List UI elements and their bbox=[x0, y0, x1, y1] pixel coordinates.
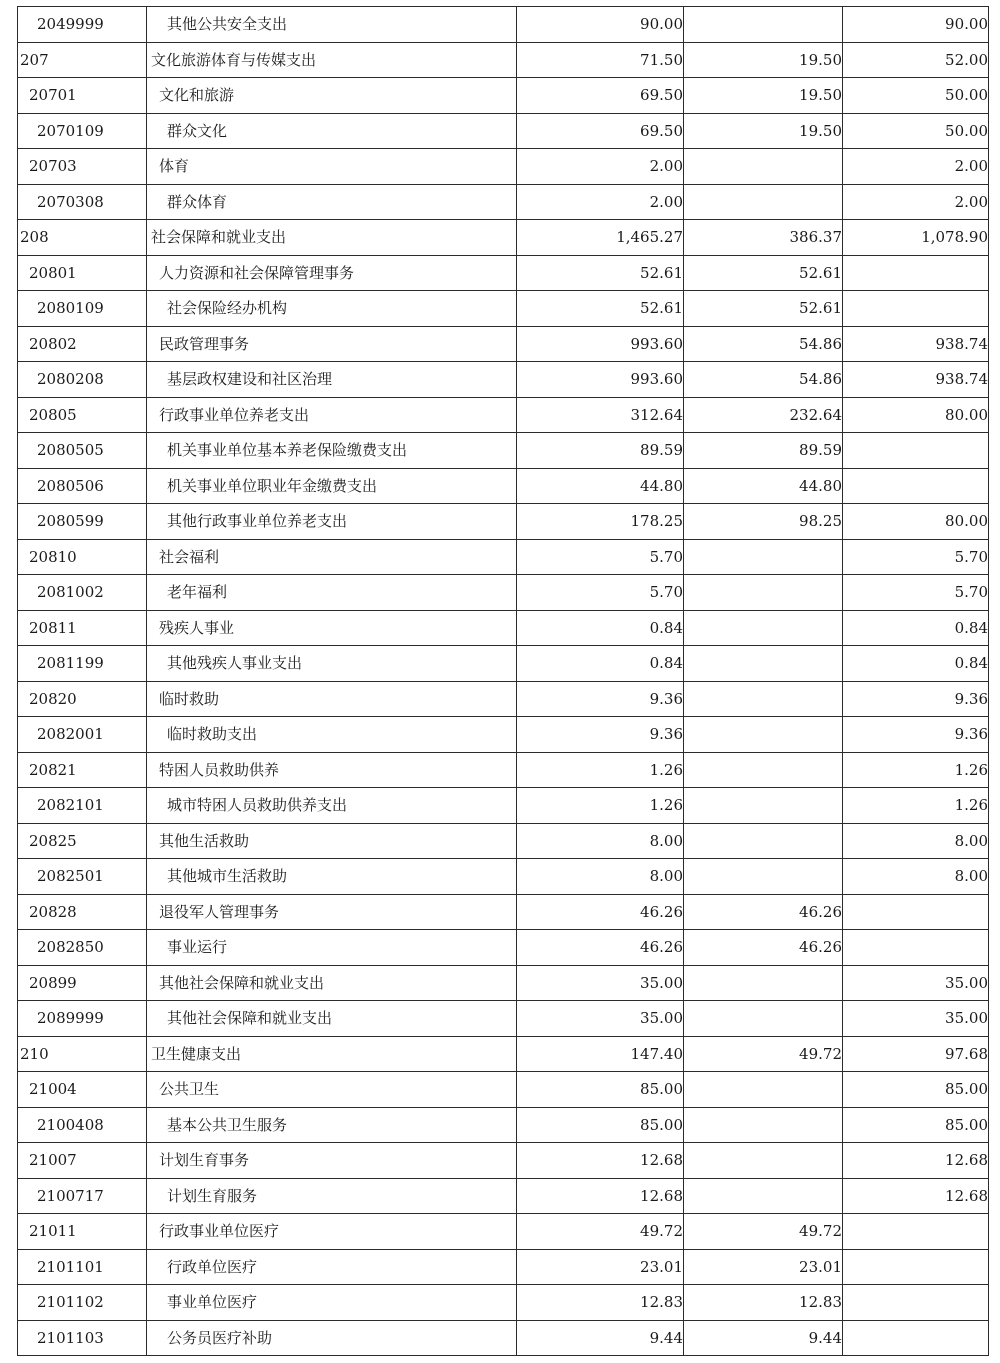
subject-name-cell: 特困人员救助供养 bbox=[147, 752, 517, 788]
table-row bbox=[18, 220, 989, 256]
subject-code-cell: 2049999 bbox=[18, 7, 147, 43]
subject-name-cell: 计划生育事务 bbox=[147, 1143, 517, 1179]
total-amount-cell: 35.00 bbox=[517, 1001, 684, 1037]
basic-expenditure-cell bbox=[684, 681, 843, 717]
subject-code-cell: 2101102 bbox=[18, 1285, 147, 1321]
subject-name-cell: 其他残疾人事业支出 bbox=[147, 646, 517, 682]
basic-expenditure-cell bbox=[684, 1143, 843, 1179]
subject-code-cell: 2070308 bbox=[18, 184, 147, 220]
subject-name-cell: 其他行政事业单位养老支出 bbox=[147, 504, 517, 540]
subject-name-cell: 其他公共安全支出 bbox=[147, 7, 517, 43]
total-amount-cell: 5.70 bbox=[517, 575, 684, 611]
subject-name-cell: 事业运行 bbox=[147, 930, 517, 966]
table-row bbox=[18, 859, 989, 895]
project-expenditure-cell bbox=[843, 291, 989, 327]
basic-expenditure-cell: 54.86 bbox=[684, 362, 843, 398]
total-amount-cell: 0.84 bbox=[517, 610, 684, 646]
budget-table-body bbox=[18, 7, 989, 1356]
project-expenditure-cell: 8.00 bbox=[843, 859, 989, 895]
subject-code-cell: 20802 bbox=[18, 326, 147, 362]
subject-code-cell: 2081199 bbox=[18, 646, 147, 682]
total-amount-cell: 8.00 bbox=[517, 823, 684, 859]
basic-expenditure-cell: 46.26 bbox=[684, 894, 843, 930]
subject-name-cell: 计划生育服务 bbox=[147, 1178, 517, 1214]
subject-code-cell: 2080506 bbox=[18, 468, 147, 504]
project-expenditure-cell: 50.00 bbox=[843, 113, 989, 149]
basic-expenditure-cell: 19.50 bbox=[684, 42, 843, 78]
basic-expenditure-cell: 19.50 bbox=[684, 113, 843, 149]
total-amount-cell: 312.64 bbox=[517, 397, 684, 433]
total-amount-cell: 993.60 bbox=[517, 362, 684, 398]
project-expenditure-cell: 80.00 bbox=[843, 397, 989, 433]
basic-expenditure-cell: 386.37 bbox=[684, 220, 843, 256]
project-expenditure-cell: 50.00 bbox=[843, 78, 989, 114]
total-amount-cell: 90.00 bbox=[517, 7, 684, 43]
subject-code-cell: 2080109 bbox=[18, 291, 147, 327]
subject-code-cell: 2082101 bbox=[18, 788, 147, 824]
project-expenditure-cell bbox=[843, 1285, 989, 1321]
basic-expenditure-cell: 52.61 bbox=[684, 291, 843, 327]
subject-name-cell: 群众体育 bbox=[147, 184, 517, 220]
project-expenditure-cell: 35.00 bbox=[843, 1001, 989, 1037]
subject-name-cell: 事业单位医疗 bbox=[147, 1285, 517, 1321]
table-row bbox=[18, 965, 989, 1001]
subject-name-cell: 公共卫生 bbox=[147, 1072, 517, 1108]
basic-expenditure-cell bbox=[684, 1178, 843, 1214]
project-expenditure-cell: 8.00 bbox=[843, 823, 989, 859]
subject-name-cell: 退役军人管理事务 bbox=[147, 894, 517, 930]
subject-name-cell: 卫生健康支出 bbox=[147, 1036, 517, 1072]
budget-table bbox=[17, 6, 989, 1356]
table-row bbox=[18, 681, 989, 717]
subject-name-cell: 社会福利 bbox=[147, 539, 517, 575]
basic-expenditure-cell: 89.59 bbox=[684, 433, 843, 469]
project-expenditure-cell: 0.84 bbox=[843, 646, 989, 682]
subject-name-cell: 基本公共卫生服务 bbox=[147, 1107, 517, 1143]
subject-code-cell: 20810 bbox=[18, 539, 147, 575]
total-amount-cell: 0.84 bbox=[517, 646, 684, 682]
table-row bbox=[18, 7, 989, 43]
subject-name-cell: 群众文化 bbox=[147, 113, 517, 149]
subject-name-cell: 老年福利 bbox=[147, 575, 517, 611]
table-row bbox=[18, 42, 989, 78]
project-expenditure-cell: 0.84 bbox=[843, 610, 989, 646]
subject-code-cell: 2100717 bbox=[18, 1178, 147, 1214]
table-row bbox=[18, 539, 989, 575]
subject-code-cell: 2080505 bbox=[18, 433, 147, 469]
basic-expenditure-cell bbox=[684, 788, 843, 824]
subject-name-cell: 其他生活救助 bbox=[147, 823, 517, 859]
basic-expenditure-cell bbox=[684, 610, 843, 646]
subject-name-cell: 民政管理事务 bbox=[147, 326, 517, 362]
total-amount-cell: 52.61 bbox=[517, 255, 684, 291]
table-row bbox=[18, 752, 989, 788]
total-amount-cell: 46.26 bbox=[517, 930, 684, 966]
subject-code-cell: 20825 bbox=[18, 823, 147, 859]
total-amount-cell: 49.72 bbox=[517, 1214, 684, 1250]
subject-name-cell: 文化和旅游 bbox=[147, 78, 517, 114]
total-amount-cell: 8.00 bbox=[517, 859, 684, 895]
table-row bbox=[18, 184, 989, 220]
table-row bbox=[18, 504, 989, 540]
total-amount-cell: 85.00 bbox=[517, 1072, 684, 1108]
table-row bbox=[18, 255, 989, 291]
basic-expenditure-cell: 46.26 bbox=[684, 930, 843, 966]
total-amount-cell: 9.36 bbox=[517, 717, 684, 753]
project-expenditure-cell bbox=[843, 433, 989, 469]
total-amount-cell: 44.80 bbox=[517, 468, 684, 504]
project-expenditure-cell: 1,078.90 bbox=[843, 220, 989, 256]
table-row bbox=[18, 717, 989, 753]
subject-name-cell: 行政单位医疗 bbox=[147, 1249, 517, 1285]
project-expenditure-cell bbox=[843, 894, 989, 930]
project-expenditure-cell: 80.00 bbox=[843, 504, 989, 540]
total-amount-cell: 35.00 bbox=[517, 965, 684, 1001]
subject-code-cell: 2082001 bbox=[18, 717, 147, 753]
subject-code-cell: 21011 bbox=[18, 1214, 147, 1250]
basic-expenditure-cell bbox=[684, 965, 843, 1001]
table-row bbox=[18, 646, 989, 682]
table-row bbox=[18, 1072, 989, 1108]
basic-expenditure-cell: 9.44 bbox=[684, 1320, 843, 1356]
project-expenditure-cell bbox=[843, 468, 989, 504]
table-row bbox=[18, 291, 989, 327]
basic-expenditure-cell bbox=[684, 752, 843, 788]
basic-expenditure-cell: 44.80 bbox=[684, 468, 843, 504]
project-expenditure-cell bbox=[843, 1249, 989, 1285]
project-expenditure-cell: 5.70 bbox=[843, 539, 989, 575]
subject-code-cell: 20828 bbox=[18, 894, 147, 930]
basic-expenditure-cell: 54.86 bbox=[684, 326, 843, 362]
basic-expenditure-cell: 19.50 bbox=[684, 78, 843, 114]
subject-code-cell: 21007 bbox=[18, 1143, 147, 1179]
total-amount-cell: 12.68 bbox=[517, 1178, 684, 1214]
basic-expenditure-cell bbox=[684, 823, 843, 859]
project-expenditure-cell: 2.00 bbox=[843, 184, 989, 220]
subject-name-cell: 机关事业单位职业年金缴费支出 bbox=[147, 468, 517, 504]
project-expenditure-cell bbox=[843, 930, 989, 966]
subject-name-cell: 文化旅游体育与传媒支出 bbox=[147, 42, 517, 78]
subject-name-cell: 其他城市生活救助 bbox=[147, 859, 517, 895]
table-row bbox=[18, 1036, 989, 1072]
total-amount-cell: 69.50 bbox=[517, 113, 684, 149]
subject-name-cell: 其他社会保障和就业支出 bbox=[147, 1001, 517, 1037]
total-amount-cell: 1,465.27 bbox=[517, 220, 684, 256]
table-row bbox=[18, 1178, 989, 1214]
project-expenditure-cell: 9.36 bbox=[843, 681, 989, 717]
basic-expenditure-cell bbox=[684, 1072, 843, 1108]
project-expenditure-cell: 35.00 bbox=[843, 965, 989, 1001]
table-row bbox=[18, 468, 989, 504]
project-expenditure-cell: 12.68 bbox=[843, 1178, 989, 1214]
project-expenditure-cell: 52.00 bbox=[843, 42, 989, 78]
project-expenditure-cell: 1.26 bbox=[843, 752, 989, 788]
total-amount-cell: 85.00 bbox=[517, 1107, 684, 1143]
table-row bbox=[18, 113, 989, 149]
subject-name-cell: 临时救助支出 bbox=[147, 717, 517, 753]
basic-expenditure-cell bbox=[684, 646, 843, 682]
subject-code-cell: 2089999 bbox=[18, 1001, 147, 1037]
subject-name-cell: 行政事业单位医疗 bbox=[147, 1214, 517, 1250]
total-amount-cell: 46.26 bbox=[517, 894, 684, 930]
subject-name-cell: 其他社会保障和就业支出 bbox=[147, 965, 517, 1001]
basic-expenditure-cell: 49.72 bbox=[684, 1036, 843, 1072]
total-amount-cell: 147.40 bbox=[517, 1036, 684, 1072]
project-expenditure-cell: 938.74 bbox=[843, 326, 989, 362]
subject-code-cell: 208 bbox=[18, 220, 147, 256]
subject-name-cell: 社会保险经办机构 bbox=[147, 291, 517, 327]
project-expenditure-cell bbox=[843, 1320, 989, 1356]
table-row bbox=[18, 930, 989, 966]
table-row bbox=[18, 1143, 989, 1179]
project-expenditure-cell: 85.00 bbox=[843, 1107, 989, 1143]
subject-code-cell: 20899 bbox=[18, 965, 147, 1001]
total-amount-cell: 12.83 bbox=[517, 1285, 684, 1321]
table-row bbox=[18, 1001, 989, 1037]
total-amount-cell: 1.26 bbox=[517, 788, 684, 824]
basic-expenditure-cell bbox=[684, 717, 843, 753]
subject-code-cell: 2101103 bbox=[18, 1320, 147, 1356]
table-row bbox=[18, 1320, 989, 1356]
total-amount-cell: 993.60 bbox=[517, 326, 684, 362]
table-row bbox=[18, 823, 989, 859]
project-expenditure-cell: 85.00 bbox=[843, 1072, 989, 1108]
subject-code-cell: 2081002 bbox=[18, 575, 147, 611]
table-row bbox=[18, 788, 989, 824]
total-amount-cell: 1.26 bbox=[517, 752, 684, 788]
subject-code-cell: 2101101 bbox=[18, 1249, 147, 1285]
subject-name-cell: 机关事业单位基本养老保险缴费支出 bbox=[147, 433, 517, 469]
table-row bbox=[18, 894, 989, 930]
total-amount-cell: 2.00 bbox=[517, 149, 684, 185]
total-amount-cell: 5.70 bbox=[517, 539, 684, 575]
project-expenditure-cell: 12.68 bbox=[843, 1143, 989, 1179]
total-amount-cell: 9.44 bbox=[517, 1320, 684, 1356]
subject-code-cell: 20703 bbox=[18, 149, 147, 185]
subject-name-cell: 残疾人事业 bbox=[147, 610, 517, 646]
subject-code-cell: 210 bbox=[18, 1036, 147, 1072]
project-expenditure-cell: 90.00 bbox=[843, 7, 989, 43]
project-expenditure-cell: 97.68 bbox=[843, 1036, 989, 1072]
subject-code-cell: 20811 bbox=[18, 610, 147, 646]
basic-expenditure-cell bbox=[684, 1107, 843, 1143]
table-row bbox=[18, 610, 989, 646]
table-row bbox=[18, 78, 989, 114]
basic-expenditure-cell: 52.61 bbox=[684, 255, 843, 291]
project-expenditure-cell: 1.26 bbox=[843, 788, 989, 824]
subject-name-cell: 公务员医疗补助 bbox=[147, 1320, 517, 1356]
table-row bbox=[18, 397, 989, 433]
basic-expenditure-cell bbox=[684, 149, 843, 185]
subject-name-cell: 社会保障和就业支出 bbox=[147, 220, 517, 256]
subject-code-cell: 207 bbox=[18, 42, 147, 78]
table-row bbox=[18, 1249, 989, 1285]
total-amount-cell: 69.50 bbox=[517, 78, 684, 114]
basic-expenditure-cell bbox=[684, 539, 843, 575]
subject-code-cell: 2070109 bbox=[18, 113, 147, 149]
subject-name-cell: 行政事业单位养老支出 bbox=[147, 397, 517, 433]
total-amount-cell: 2.00 bbox=[517, 184, 684, 220]
project-expenditure-cell bbox=[843, 1214, 989, 1250]
basic-expenditure-cell: 12.83 bbox=[684, 1285, 843, 1321]
total-amount-cell: 52.61 bbox=[517, 291, 684, 327]
total-amount-cell: 71.50 bbox=[517, 42, 684, 78]
subject-code-cell: 20805 bbox=[18, 397, 147, 433]
table-row bbox=[18, 362, 989, 398]
basic-expenditure-cell bbox=[684, 1001, 843, 1037]
project-expenditure-cell: 2.00 bbox=[843, 149, 989, 185]
basic-expenditure-cell bbox=[684, 7, 843, 43]
subject-name-cell: 城市特困人员救助供养支出 bbox=[147, 788, 517, 824]
table-row bbox=[18, 1285, 989, 1321]
basic-expenditure-cell bbox=[684, 859, 843, 895]
project-expenditure-cell: 938.74 bbox=[843, 362, 989, 398]
subject-code-cell: 2080599 bbox=[18, 504, 147, 540]
basic-expenditure-cell bbox=[684, 575, 843, 611]
total-amount-cell: 178.25 bbox=[517, 504, 684, 540]
total-amount-cell: 12.68 bbox=[517, 1143, 684, 1179]
basic-expenditure-cell: 23.01 bbox=[684, 1249, 843, 1285]
subject-code-cell: 2082850 bbox=[18, 930, 147, 966]
subject-name-cell: 人力资源和社会保障管理事务 bbox=[147, 255, 517, 291]
total-amount-cell: 89.59 bbox=[517, 433, 684, 469]
subject-code-cell: 20821 bbox=[18, 752, 147, 788]
subject-code-cell: 21004 bbox=[18, 1072, 147, 1108]
table-row bbox=[18, 433, 989, 469]
table-row bbox=[18, 1214, 989, 1250]
subject-name-cell: 临时救助 bbox=[147, 681, 517, 717]
basic-expenditure-cell bbox=[684, 184, 843, 220]
project-expenditure-cell: 5.70 bbox=[843, 575, 989, 611]
total-amount-cell: 23.01 bbox=[517, 1249, 684, 1285]
subject-code-cell: 20820 bbox=[18, 681, 147, 717]
subject-code-cell: 2082501 bbox=[18, 859, 147, 895]
subject-code-cell: 20701 bbox=[18, 78, 147, 114]
table-row bbox=[18, 1107, 989, 1143]
table-row bbox=[18, 326, 989, 362]
table-row bbox=[18, 575, 989, 611]
subject-code-cell: 2100408 bbox=[18, 1107, 147, 1143]
subject-code-cell: 20801 bbox=[18, 255, 147, 291]
basic-expenditure-cell: 98.25 bbox=[684, 504, 843, 540]
basic-expenditure-cell: 49.72 bbox=[684, 1214, 843, 1250]
subject-name-cell: 基层政权建设和社区治理 bbox=[147, 362, 517, 398]
basic-expenditure-cell: 232.64 bbox=[684, 397, 843, 433]
subject-name-cell: 体育 bbox=[147, 149, 517, 185]
total-amount-cell: 9.36 bbox=[517, 681, 684, 717]
project-expenditure-cell: 9.36 bbox=[843, 717, 989, 753]
project-expenditure-cell bbox=[843, 255, 989, 291]
table-row bbox=[18, 149, 989, 185]
subject-code-cell: 2080208 bbox=[18, 362, 147, 398]
